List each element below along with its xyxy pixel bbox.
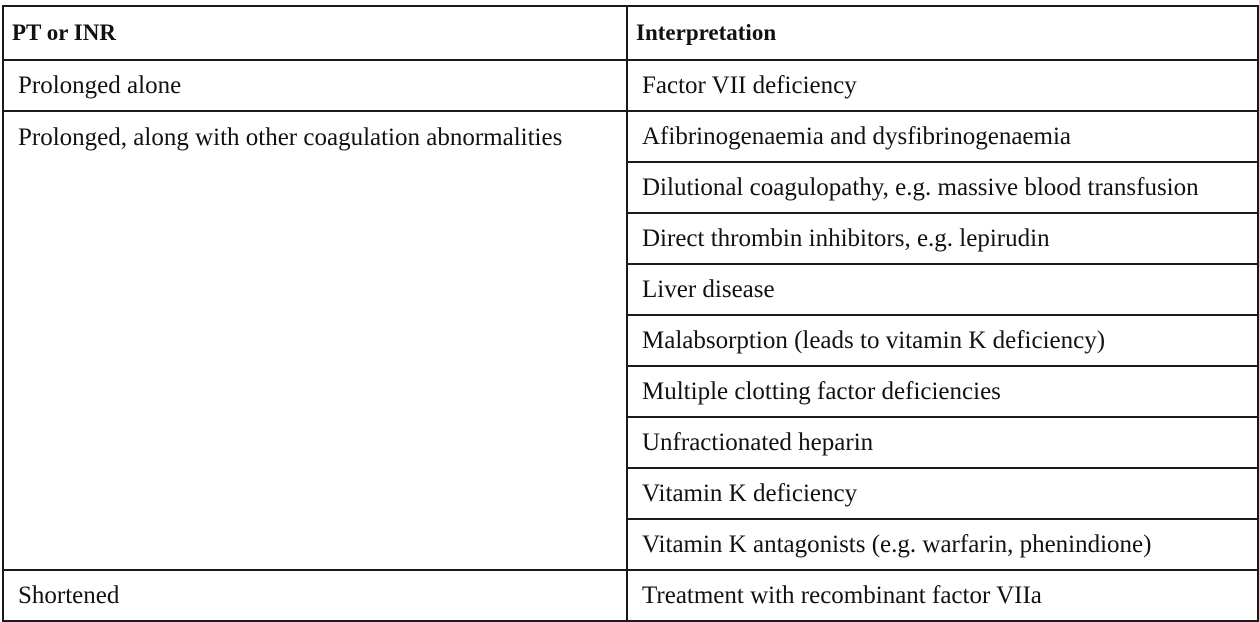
interpretation-cell: Dilutional coagulopathy, e.g. massive blood transfusion	[627, 162, 1258, 213]
pt-cell-prolonged-with-other: Prolonged, along with other coagulation abnormalities	[3, 111, 627, 570]
interpretation-cell: Liver disease	[627, 264, 1258, 315]
pt-inr-interpretation-table	[2, 5, 1259, 622]
table-row	[3, 111, 1258, 162]
header-interpretation: Interpretation	[627, 6, 1258, 60]
table-row	[3, 570, 1258, 621]
interpretation-cell: Vitamin K deficiency	[627, 468, 1258, 519]
pt-cell-prolonged-alone: Prolonged alone	[3, 60, 627, 111]
interpretation-cell: Afibrinogenaemia and dysfibrinogenaemia	[627, 111, 1258, 162]
interpretation-cell: Multiple clotting factor deficiencies	[627, 366, 1258, 417]
interpretation-cell: Treatment with recombinant factor VIIa	[627, 570, 1258, 621]
interpretation-cell: Unfractionated heparin	[627, 417, 1258, 468]
interpretation-cell: Vitamin K antagonists (e.g. warfarin, phenindione)	[627, 519, 1258, 570]
pt-cell-shortened: Shortened	[3, 570, 627, 621]
table-header-row	[3, 6, 1258, 60]
interpretation-cell: Factor VII deficiency	[627, 60, 1258, 111]
interpretation-cell: Direct thrombin inhibitors, e.g. lepirudin	[627, 213, 1258, 264]
header-pt-or-inr: PT or INR	[3, 6, 627, 60]
table-row	[3, 60, 1258, 111]
interpretation-cell: Malabsorption (leads to vitamin K deficiency)	[627, 315, 1258, 366]
